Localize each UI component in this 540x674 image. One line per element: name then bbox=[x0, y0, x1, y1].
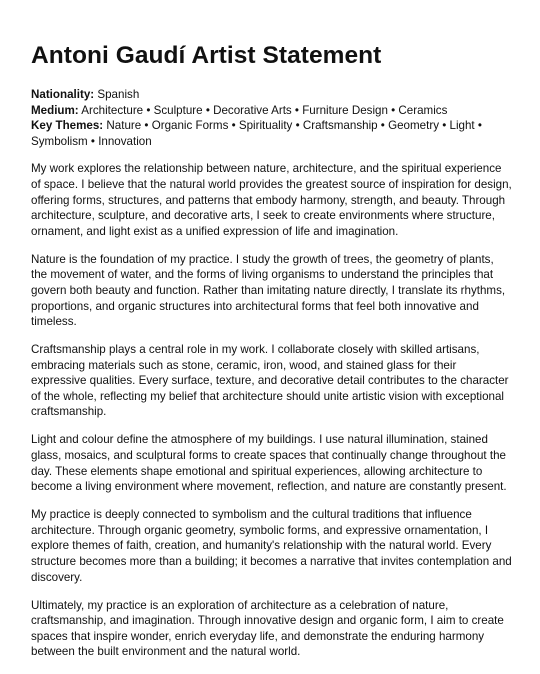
key-themes-value: Nature • Organic Forms • Spirituality • Craftsmanship • Geometry • Light • Symbolism • Innovation bbox=[31, 119, 482, 148]
key-themes-label: Key Themes: bbox=[31, 119, 104, 133]
medium-label: Medium: bbox=[31, 103, 79, 117]
nationality-value: Spanish bbox=[97, 88, 140, 101]
key-themes-row bbox=[31, 118, 512, 149]
statement-paragraph: My practice is deeply connected to symbolism and the cultural traditions that influence architecture. Through organic geometry, symbolic forms, and expressive ornamentation, I explore themes of faith, creation, and humanity's relationship with the natural world. Every structure becomes more than a building; it becomes a narrative that invites contemplation and discovery. bbox=[31, 508, 512, 584]
nationality-label: Nationality: bbox=[31, 88, 95, 101]
nationality-row bbox=[31, 87, 512, 103]
medium-value: Architecture • Sculpture • Decorative Arts • Furniture Design • Ceramics bbox=[81, 103, 448, 117]
statement-paragraph: Craftsmanship plays a central role in my work. I collaborate closely with skilled artisans, embracing materials such as stone, ceramic, iron, wood, and stained glass for their expressive qualities. Every surface, texture, and decorative detail contributes to the character of the whole, reflecting my belief that architecture should unite artistic vision with exceptional craftsmanship. bbox=[31, 343, 509, 419]
statement-paragraph: My work explores the relationship between nature, architecture, and the spiritual experience of space. I believe that the natural world provides the greatest source of inspiration for design, offering forms, structures, and patterns that embody harmony, strength, and beauty. Through architecture, sculpture, and decorative arts, I seek to create environments where structure, ornament, and light exist as a unified expression of life and imagination. bbox=[31, 162, 512, 238]
statement-paragraph: Ultimately, my practice is an exploration of architecture as a celebration of nature, craftsmanship, and imagination. Through innovative design and organic form, I aim to create spaces that inspire wonder, enrich everyday life, and demonstrate the enduring harmony between the built environment and the natural world. bbox=[31, 598, 504, 659]
statement-paragraph: Nature is the foundation of my practice. I study the growth of trees, the geometry of plants, the movement of water, and the forms of living organisms to understand the principles that govern both beauty and function. Rather than imitating nature directly, I translate its rhythms, proportions, and organic structures into architectural forms that feel both innovative and timeless. bbox=[31, 252, 506, 329]
statement-paragraph: Light and colour define the atmosphere of my buildings. I use natural illumination, stained glass, mosaics, and sculptural forms to create spaces that continually change throughout the day. These elements shape emotional and spiritual experiences, allowing architecture to become a living environment where movement, reflection, and nature are constantly present. bbox=[31, 433, 507, 494]
medium-row bbox=[31, 103, 512, 119]
page-title: Antoni Gaudí Artist Statement bbox=[31, 42, 382, 69]
statement-meta bbox=[31, 87, 512, 149]
